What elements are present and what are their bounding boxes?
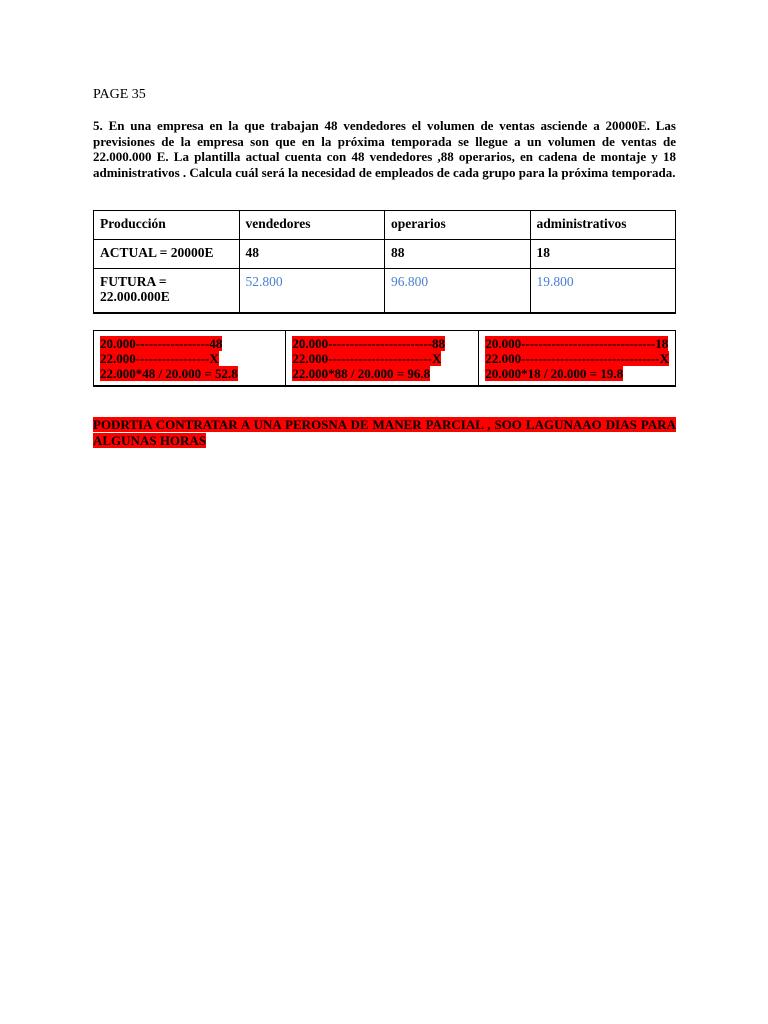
calc-line: 22.000-----------------X [100, 351, 219, 366]
note-paragraph [93, 417, 676, 448]
calc-operarios [286, 331, 479, 387]
calc-vendedores [94, 331, 286, 387]
calculation-row [94, 331, 676, 387]
table-header-row [94, 211, 676, 240]
actual-vendedores: 48 [239, 240, 385, 269]
calc-line: 22.000--------------------------------X [485, 351, 669, 366]
document-page [93, 86, 676, 461]
header-operarios: operarios [385, 211, 531, 240]
calc-line: 20.000------------------------88 [292, 336, 446, 351]
table-row-futura [94, 269, 676, 314]
futura-administrativos: 19.800 [530, 269, 676, 314]
actual-operarios: 88 [385, 240, 531, 269]
futura-operarios: 96.800 [385, 269, 531, 314]
actual-administrativos: 18 [530, 240, 676, 269]
highlighted-note: PODRTIA CONTRATAR A UNA PEROSNA DE MANER PARCIAL , SOO LAGUNAAO DIAS PARA ALGUNAS HORAS [93, 417, 676, 448]
calc-line: 22.000------------------------X [292, 351, 442, 366]
calc-result: 20.000*18 / 20.000 = 19.8 [485, 366, 624, 381]
header-vendedores: vendedores [239, 211, 385, 240]
calc-result: 22.000*48 / 20.000 = 52.8 [100, 366, 238, 381]
header-produccion: Producción [94, 211, 240, 240]
calculation-table [93, 330, 676, 387]
calc-result: 22.000*88 / 20.000 = 96.8 [292, 366, 431, 381]
workforce-table [93, 210, 676, 314]
calc-administrativos [479, 331, 676, 387]
table-row-actual [94, 240, 676, 269]
futura-label: FUTURA = 22.000.000E [94, 269, 240, 314]
question-text: 5. En una empresa en la que trabajan 48 vendedores el volumen de ventas asciende a 20000E. Las previsiones de la empresa son que en la próxima temporada se llegue a un volumen de ventas de 22.000.000 E. La plantilla actual cuenta con 48 vendedores ,88 operarios, en cadena de montaje y 18 administrativos . Calcula cuál será la necesidad de empleados de cada grupo para la próxima temporada. [93, 118, 676, 180]
header-administrativos: administrativos [530, 211, 676, 240]
calc-line: 20.000-----------------48 [100, 336, 223, 351]
calc-line: 20.000-------------------------------18 [485, 336, 669, 351]
actual-label: ACTUAL = 20000E [94, 240, 240, 269]
futura-vendedores: 52.800 [239, 269, 385, 314]
page-label: PAGE 35 [93, 87, 146, 102]
